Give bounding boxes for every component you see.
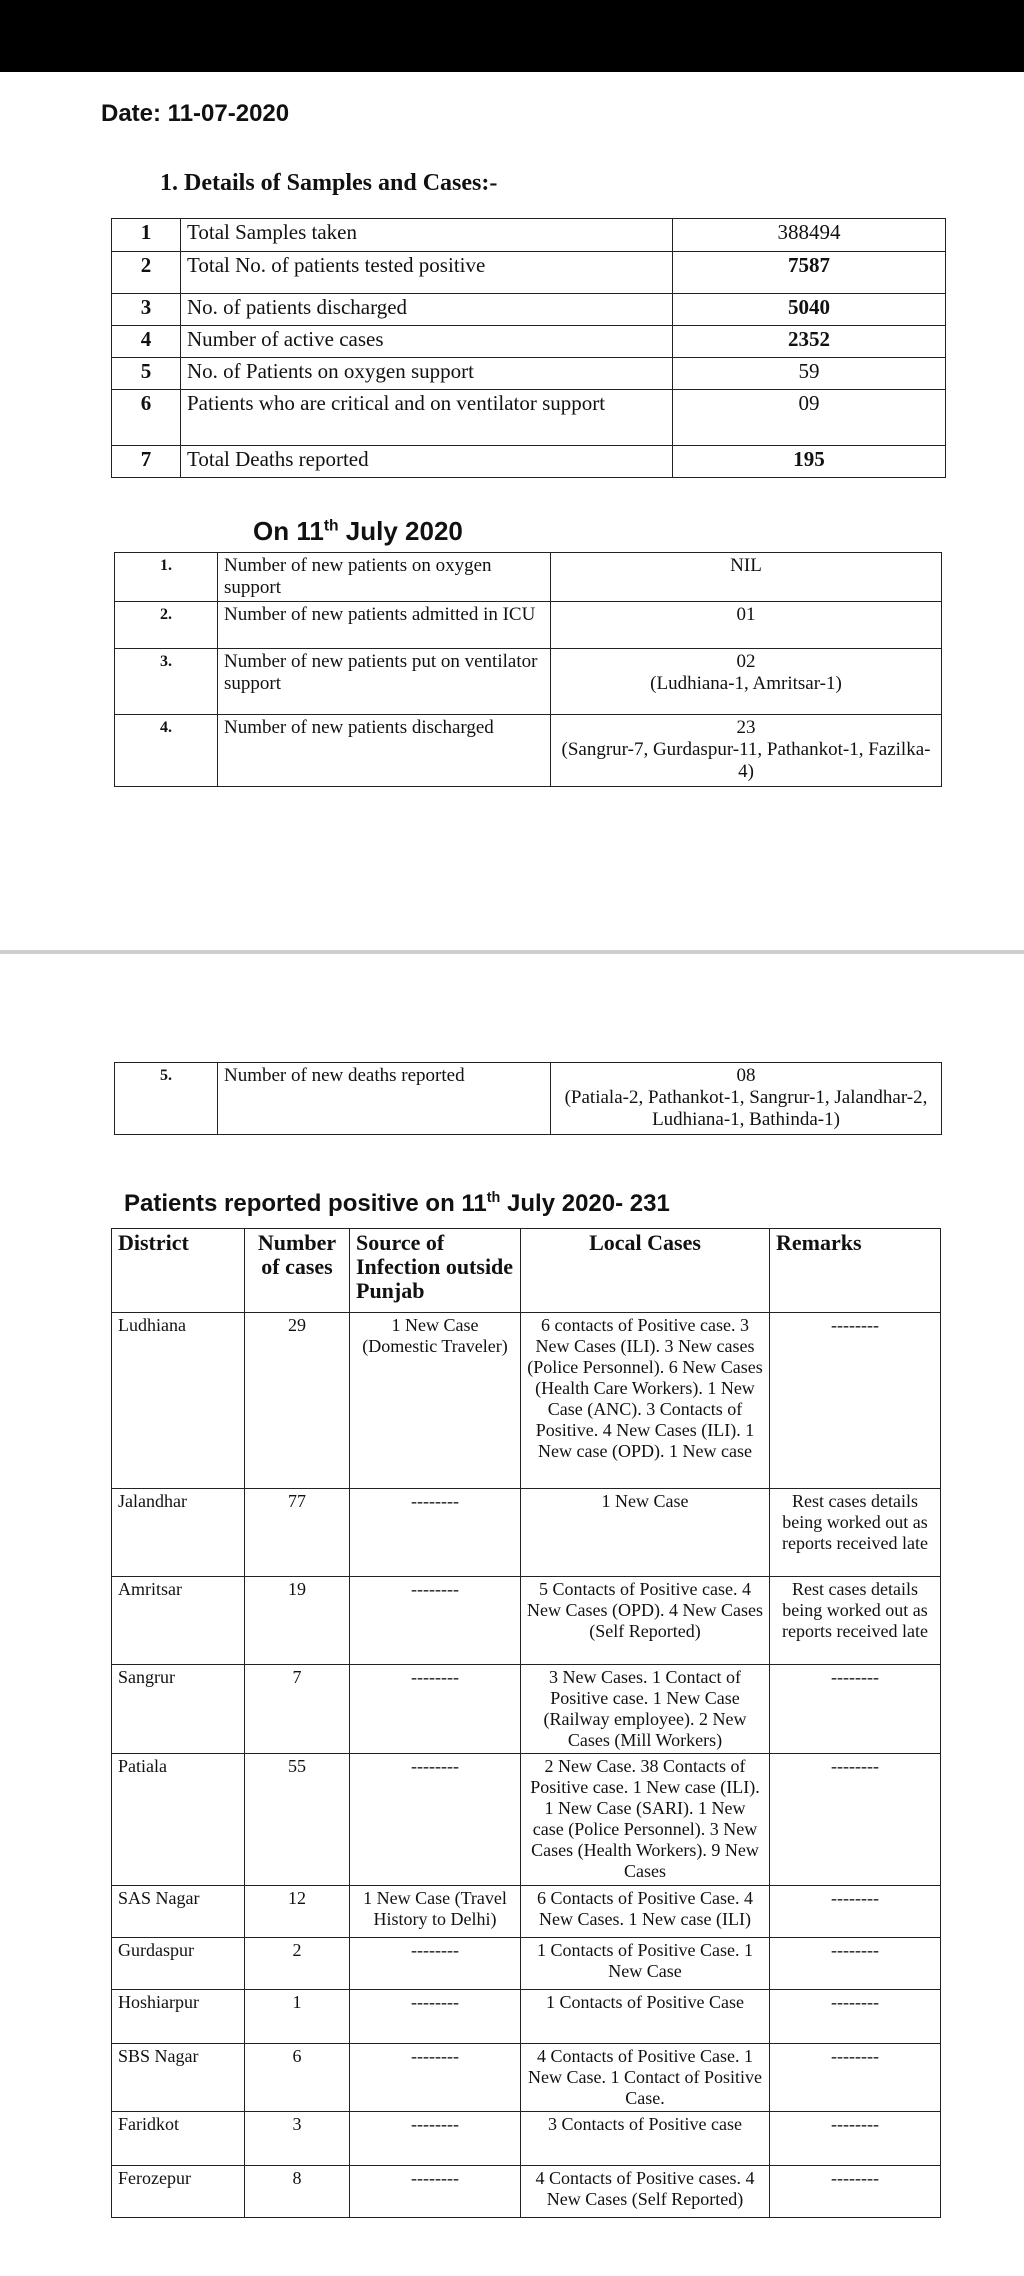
case-count: 2 xyxy=(245,1938,350,1990)
source-cell: -------- xyxy=(350,1665,521,1754)
page-separator xyxy=(0,950,1024,954)
row-number: 7 xyxy=(112,446,181,478)
row-label: Number of new patients admitted in ICU xyxy=(218,602,551,649)
remarks-cell: Rest cases details being worked out as reports received late xyxy=(770,1577,941,1665)
table-row xyxy=(112,446,946,478)
row-number: 1 xyxy=(112,219,181,252)
row-number: 6 xyxy=(112,390,181,446)
row-label: Number of active cases xyxy=(181,326,673,358)
row-number: 4 xyxy=(112,326,181,358)
district-name: Jalandhar xyxy=(112,1489,245,1577)
local-cases-cell: 4 Contacts of Positive Case. 1 New Case. 1 Contact of Positive Case. xyxy=(521,2044,770,2112)
row-number: 2 xyxy=(112,252,181,294)
table-row xyxy=(112,326,946,358)
case-count: 55 xyxy=(245,1754,350,1886)
table-row xyxy=(112,294,946,326)
row-label: Total Samples taken xyxy=(181,219,673,252)
row-value: 5040 xyxy=(673,294,946,326)
remarks-cell: -------- xyxy=(770,1938,941,1990)
source-cell: -------- xyxy=(350,1990,521,2044)
source-cell: -------- xyxy=(350,1489,521,1577)
local-cases-cell: 4 Contacts of Positive cases. 4 New Cases (Self Reported) xyxy=(521,2166,770,2218)
header-local: Local Cases xyxy=(521,1229,770,1313)
table-row xyxy=(112,1754,941,1886)
case-count: 3 xyxy=(245,2112,350,2166)
remarks-cell: -------- xyxy=(770,1990,941,2044)
source-cell: -------- xyxy=(350,2166,521,2218)
table-row xyxy=(112,2044,941,2112)
row-number: 5 xyxy=(112,358,181,390)
row-label: Patients who are critical and on ventilator support xyxy=(181,390,673,446)
local-cases-cell: 6 Contacts of Positive Case. 4 New Cases. 1 New case (ILI) xyxy=(521,1886,770,1938)
local-cases-cell: 2 New Case. 38 Contacts of Positive case. 1 New case (ILI). 1 New Case (SARI). 1 New case (Police Personnel). 3 New Cases (Health Workers). 9 New Cases xyxy=(521,1754,770,1886)
table-row xyxy=(112,219,946,252)
section-title-samples: 1. Details of Samples and Cases:- xyxy=(160,170,498,196)
district-name: Ferozepur xyxy=(112,2166,245,2218)
local-cases-cell: 1 Contacts of Positive Case. 1 New Case xyxy=(521,1938,770,1990)
row-value: 2352 xyxy=(673,326,946,358)
district-name: SBS Nagar xyxy=(112,2044,245,2112)
row-value: 59 xyxy=(673,358,946,390)
row-number: 1. xyxy=(115,553,218,602)
row-label: Number of new patients discharged xyxy=(218,715,551,787)
case-count: 8 xyxy=(245,2166,350,2218)
row-value: 02 (Ludhiana-1, Amritsar-1) xyxy=(551,649,942,715)
source-cell: -------- xyxy=(350,1754,521,1886)
case-count: 7 xyxy=(245,1665,350,1754)
table-row xyxy=(112,2112,941,2166)
district-name: SAS Nagar xyxy=(112,1886,245,1938)
section-title-daily: On 11th July 2020 xyxy=(253,516,463,546)
row-value: 195 xyxy=(673,446,946,478)
remarks-cell: -------- xyxy=(770,1886,941,1938)
case-count: 1 xyxy=(245,1990,350,2044)
source-cell: -------- xyxy=(350,2112,521,2166)
district-name: Hoshiarpur xyxy=(112,1990,245,2044)
deaths-table xyxy=(114,1062,942,1135)
table-row xyxy=(115,1063,942,1135)
row-number: 5. xyxy=(115,1063,218,1135)
row-number: 4. xyxy=(115,715,218,787)
local-cases-cell: 3 Contacts of Positive case xyxy=(521,2112,770,2166)
table-row xyxy=(112,1577,941,1665)
source-cell: 1 New Case (Travel History to Delhi) xyxy=(350,1886,521,1938)
table-header-row xyxy=(112,1229,941,1313)
district-name: Gurdaspur xyxy=(112,1938,245,1990)
row-label: Total Deaths reported xyxy=(181,446,673,478)
table-row xyxy=(112,2166,941,2218)
report-date: Date: 11-07-2020 xyxy=(101,100,290,127)
local-cases-cell: 1 Contacts of Positive Case xyxy=(521,1990,770,2044)
row-label: No. of Patients on oxygen support xyxy=(181,358,673,390)
source-cell: -------- xyxy=(350,1938,521,1990)
header-district: District xyxy=(112,1229,245,1313)
row-value: 09 xyxy=(673,390,946,446)
district-table xyxy=(111,1228,941,2218)
table-row xyxy=(115,602,942,649)
case-count: 29 xyxy=(245,1313,350,1489)
header-number: Number of cases xyxy=(245,1229,350,1313)
header-source: Source of Infection outside Punjab xyxy=(350,1229,521,1313)
remarks-cell: -------- xyxy=(770,2166,941,2218)
source-cell: -------- xyxy=(350,1577,521,1665)
case-count: 77 xyxy=(245,1489,350,1577)
table-row xyxy=(112,1313,941,1489)
remarks-cell: Rest cases details being worked out as reports received late xyxy=(770,1489,941,1577)
table-row xyxy=(112,390,946,446)
remarks-cell: -------- xyxy=(770,1665,941,1754)
section-title-positive: Patients reported positive on 11th July 2020- 231 xyxy=(124,1190,670,1217)
row-number: 3 xyxy=(112,294,181,326)
table-row xyxy=(112,1990,941,2044)
remarks-cell: -------- xyxy=(770,2112,941,2166)
row-number: 3. xyxy=(115,649,218,715)
row-value: NIL xyxy=(551,553,942,602)
row-value: 388494 xyxy=(673,219,946,252)
table-row xyxy=(112,1938,941,1990)
source-cell: 1 New Case (Domestic Traveler) xyxy=(350,1313,521,1489)
district-name: Sangrur xyxy=(112,1665,245,1754)
local-cases-cell: 1 New Case xyxy=(521,1489,770,1577)
table-row xyxy=(115,715,942,787)
remarks-cell: -------- xyxy=(770,1754,941,1886)
table-row xyxy=(112,1886,941,1938)
table-row xyxy=(112,1665,941,1754)
header-remarks: Remarks xyxy=(770,1229,941,1313)
row-value: 23 (Sangrur-7, Gurdaspur-11, Pathankot-1, Fazilka-4) xyxy=(551,715,942,787)
source-cell: -------- xyxy=(350,2044,521,2112)
table-row xyxy=(112,252,946,294)
table-row xyxy=(112,1489,941,1577)
case-count: 6 xyxy=(245,2044,350,2112)
remarks-cell: -------- xyxy=(770,2044,941,2112)
table-row xyxy=(115,649,942,715)
row-label: Total No. of patients tested positive xyxy=(181,252,673,294)
district-name: Amritsar xyxy=(112,1577,245,1665)
top-black-bar xyxy=(0,0,1024,72)
district-name: Faridkot xyxy=(112,2112,245,2166)
row-value: 08 (Patiala-2, Pathankot-1, Sangrur-1, Jalandhar-2, Ludhiana-1, Bathinda-1) xyxy=(551,1063,942,1135)
table-row xyxy=(115,553,942,602)
case-count: 12 xyxy=(245,1886,350,1938)
local-cases-cell: 3 New Cases. 1 Contact of Positive case. 1 New Case (Railway employee). 2 New Cases (Mill Workers) xyxy=(521,1665,770,1754)
remarks-cell: -------- xyxy=(770,1313,941,1489)
row-label: Number of new patients on oxygen support xyxy=(218,553,551,602)
local-cases-cell: 5 Contacts of Positive case. 4 New Cases (OPD). 4 New Cases (Self Reported) xyxy=(521,1577,770,1665)
summary-table xyxy=(111,218,946,478)
row-label: Number of new patients put on ventilator support xyxy=(218,649,551,715)
local-cases-cell: 6 contacts of Positive case. 3 New Cases (ILI). 3 New cases (Police Personnel). 6 New Cases (Health Care Workers). 1 New Case (ANC). 3 Contacts of Positive. 4 New Cases (ILI). 1 New case (OPD). 1 New case xyxy=(521,1313,770,1489)
case-count: 19 xyxy=(245,1577,350,1665)
district-name: Ludhiana xyxy=(112,1313,245,1489)
row-value: 01 xyxy=(551,602,942,649)
row-value: 7587 xyxy=(673,252,946,294)
row-number: 2. xyxy=(115,602,218,649)
district-name: Patiala xyxy=(112,1754,245,1886)
row-label: No. of patients discharged xyxy=(181,294,673,326)
daily-table xyxy=(114,552,942,787)
row-label: Number of new deaths reported xyxy=(218,1063,551,1135)
table-row xyxy=(112,358,946,390)
